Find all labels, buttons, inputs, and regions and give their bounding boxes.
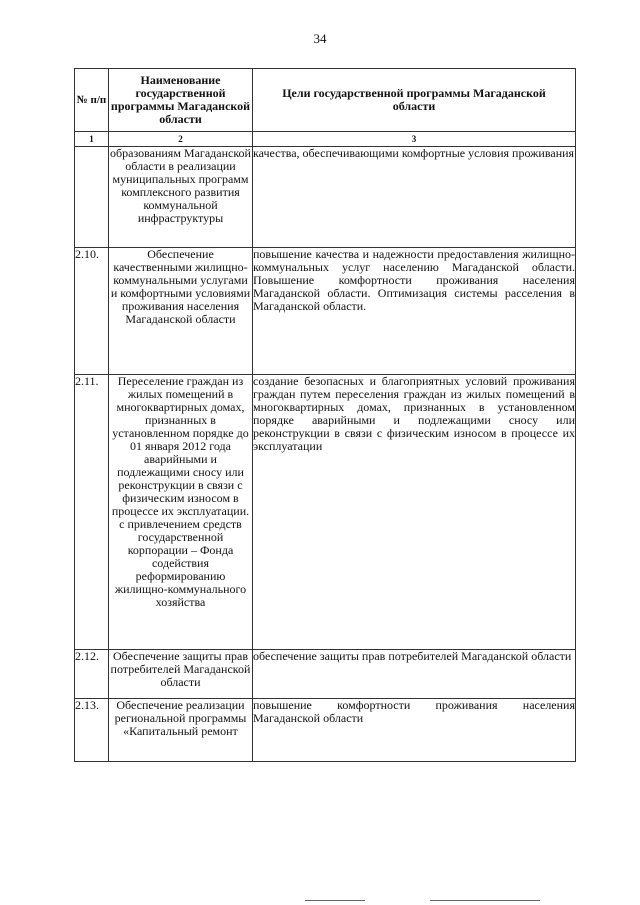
program-name: Обеспечение защиты прав потребителей Магаданской области: [109, 650, 253, 699]
header-program-name: Наименование государственной программы Магаданской области: [109, 69, 253, 132]
column-index: 3: [253, 132, 576, 147]
table-row: [75, 147, 576, 248]
scan-edge-line: [305, 900, 365, 901]
row-number: 2.11.: [75, 375, 109, 650]
program-goals: создание безопасных и благоприятных условий проживания граждан путем переселения граждан из жилых помещений в многоквартирных домах, признанных в установленном порядке аварийными и подлежащими сносу или реконструкции в связи с физическим износом в процессе их эксплуатации: [253, 375, 576, 650]
column-index-row: [75, 132, 576, 147]
program-goals: повышение качества и надежности предоставления жилищно-коммунальных услуг населению Магаданской области. Повышение комфортности проживания населения Магаданской области. Оптимизация системы расселения в Магаданской области.: [253, 248, 576, 375]
table-row: [75, 650, 576, 699]
program-goals: обеспечение защиты прав потребителей Магаданской области: [253, 650, 576, 699]
table-row: [75, 248, 576, 375]
column-index: 1: [75, 132, 109, 147]
programs-table: [74, 68, 576, 762]
program-goals: качества, обеспечивающими комфортные условия проживания: [253, 147, 576, 248]
table-row: [75, 375, 576, 650]
program-name: Обеспечение реализации региональной программы «Капитальный ремонт: [109, 699, 253, 762]
column-index: 2: [109, 132, 253, 147]
header-num: № п/п: [75, 69, 109, 132]
table-row: [75, 699, 576, 762]
row-number: [75, 147, 109, 248]
program-name: Обеспечение качественными жилищно-коммунальными услугами и комфортными условиями проживания населения Магаданской области: [109, 248, 253, 375]
program-goals: повышение комфортности проживания населения Магаданской области: [253, 699, 576, 762]
program-name: Переселение граждан из жилых помещений в многоквартирных домах, признанных в установленном порядке до 01 января 2012 года аварийными и подлежащими сносу или реконструкции в связи с физическим износом в процессе их эксплуатации. с привлечением средств государственной корпорации – Фонда содействия реформированию жилищно-коммунального хозяйства: [109, 375, 253, 650]
scan-edge-line: [430, 900, 540, 901]
row-number: 2.10.: [75, 248, 109, 375]
page-number: 34: [313, 31, 327, 46]
program-name: образованиям Магаданской области в реализации муниципальных программ комплексного развития коммунальной инфраструктуры: [109, 147, 253, 248]
table-header-row: [75, 69, 576, 132]
header-program-goals: Цели государственной программы Магаданской области: [253, 69, 576, 132]
row-number: 2.12.: [75, 650, 109, 699]
row-number: 2.13.: [75, 699, 109, 762]
